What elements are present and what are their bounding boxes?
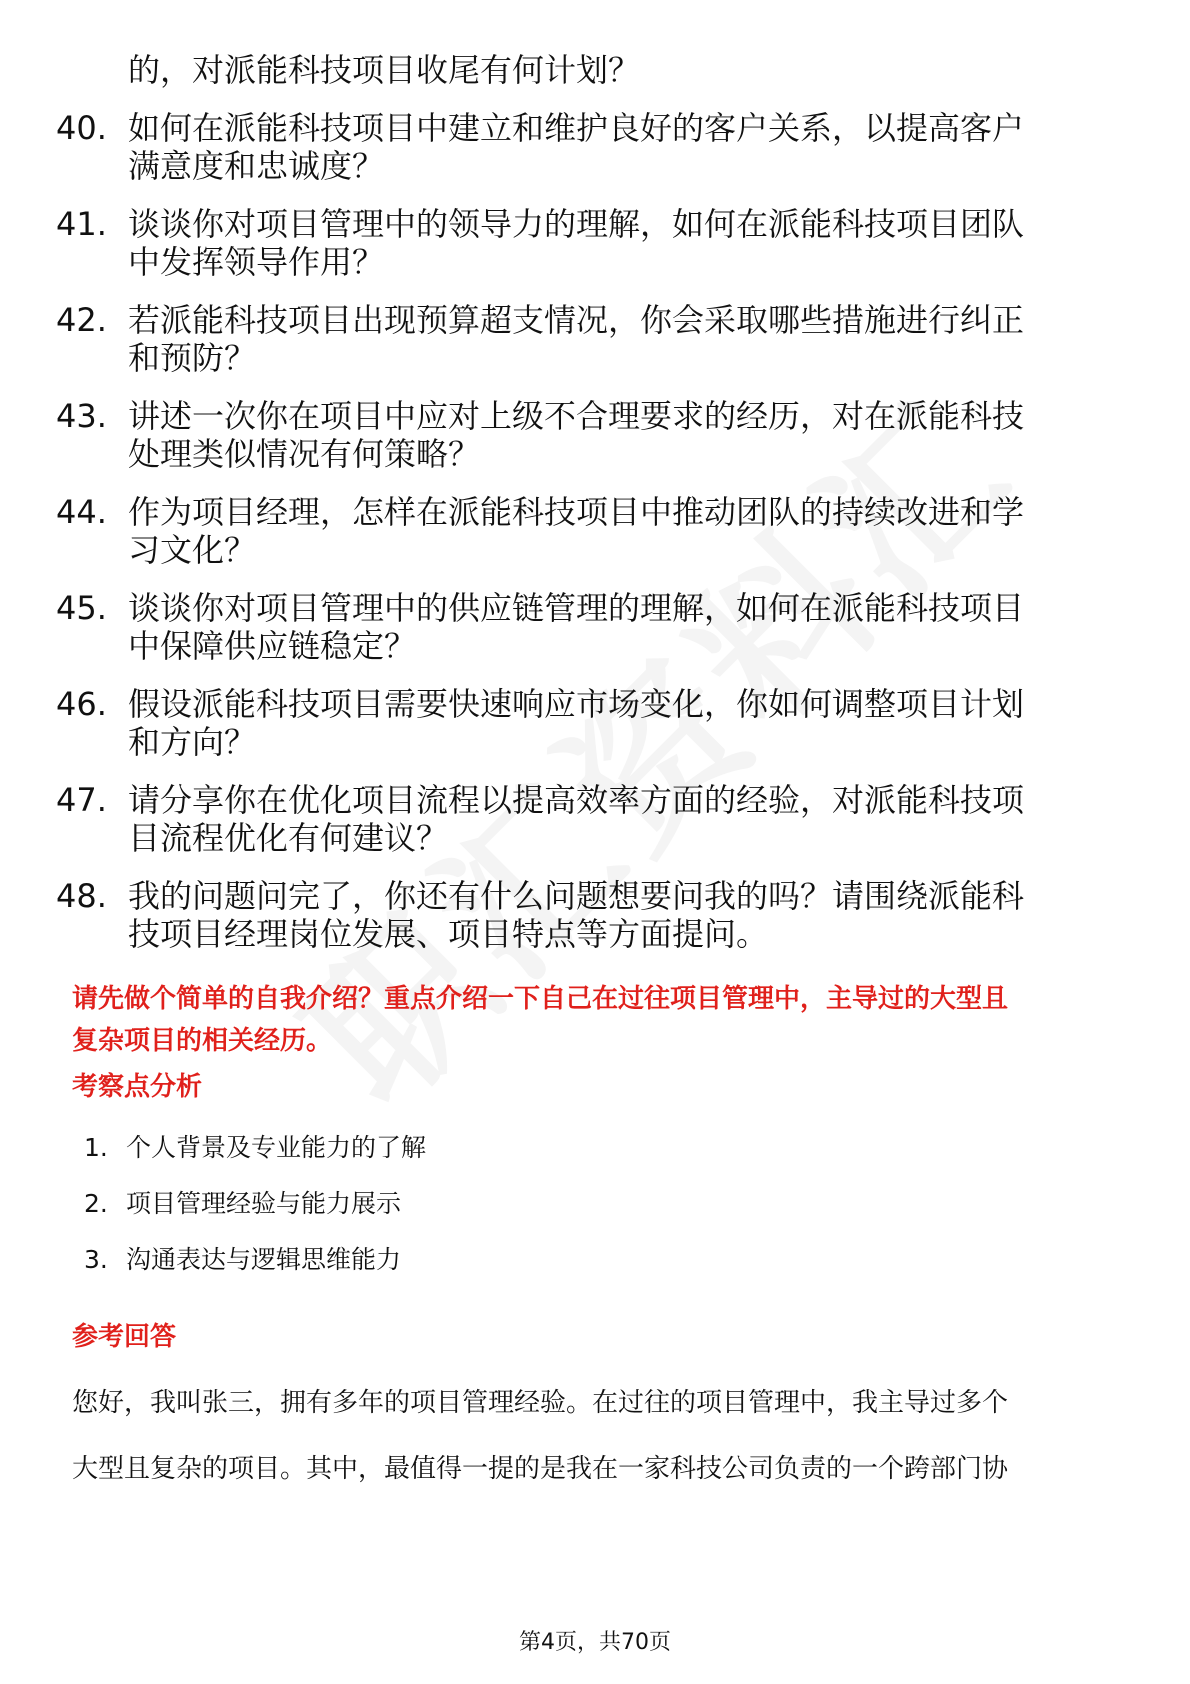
question-line: 我的问题问完了，你还有什么问题想要问我的吗？请围绕派能科 [128,877,1025,915]
analysis-point [84,1184,401,1220]
question-number: 41. [56,205,107,243]
question-line: 的，对派能科技项目收尾有何计划？ [128,51,641,89]
question-line: 如何在派能科技项目中建立和维护良好的客户关系，以提高客户 [128,109,1025,147]
question-number: 45. [56,589,107,627]
question-line: 习文化？ [128,531,257,569]
question-line: 谈谈你对项目管理中的领导力的理解，如何在派能科技项目团队 [128,205,1025,243]
answer-heading: 参考回答 [72,1322,177,1352]
question-line: 技项目经理岗位发展、项目特点等方面提问。 [128,915,769,953]
question-number: 46. [56,685,107,723]
page-footer: 第4页，共70页 [519,1630,671,1655]
analysis-point-number: 2. [84,1189,108,1218]
highlight-question-line: 请先做个简单的自我介绍？重点介绍一下自己在过往项目管理中，主导过的大型且 [72,984,1009,1014]
question-line: 处理类似情况有何策略？ [128,435,481,473]
answer-paragraph [72,1370,1122,1502]
question-line: 和方向？ [128,723,257,761]
question-line: 假设派能科技项目需要快速响应市场变化，你如何调整项目计划 [128,685,1025,723]
analysis-point-number: 3. [84,1245,108,1274]
analysis-heading: 考察点分析 [72,1072,203,1102]
analysis-point-text: 沟通表达与逻辑思维能力 [126,1245,402,1274]
question-line: 请分享你在优化项目流程以提高效率方面的经验，对派能科技项 [128,781,1025,819]
analysis-point-number: 1. [84,1133,108,1162]
question-number: 48. [56,877,107,915]
question-number: 47. [56,781,107,819]
highlight-question-line: 复杂项目的相关经历。 [72,1026,333,1056]
question-number: 40. [56,109,107,147]
answer-line: 大型且复杂的项目。其中，最值得一提的是我在一家科技公司负责的一个跨部门协 [72,1454,1009,1484]
question-line: 若派能科技项目出现预算超支情况，你会采取哪些措施进行纠正 [128,301,1025,339]
question-number: 43. [56,397,107,435]
question-line: 讲述一次你在项目中应对上级不合理要求的经历，对在派能科技 [128,397,1025,435]
question-line: 目流程优化有何建议？ [128,819,449,857]
question-line: 中保障供应链稳定？ [128,627,417,665]
question-line: 作为项目经理，怎样在派能科技项目中推动团队的持续改进和学 [128,493,1025,531]
analysis-point [84,1128,426,1164]
analysis-point [84,1240,401,1276]
highlight-question [72,978,1132,1062]
analysis-point-text: 项目管理经验与能力展示 [126,1189,402,1218]
question-line: 和预防？ [128,339,257,377]
question-line: 谈谈你对项目管理中的供应链管理的理解，如何在派能科技项目 [128,589,1025,627]
question-number: 44. [56,493,107,531]
question-line: 中发挥领导作用？ [128,243,385,281]
question-number: 42. [56,301,107,339]
analysis-point-text: 个人背景及专业能力的了解 [126,1133,427,1162]
answer-line: 您好，我叫张三，拥有多年的项目管理经验。在过往的项目管理中，我主导过多个 [72,1388,1009,1418]
question-line: 满意度和忠诚度？ [128,147,385,185]
